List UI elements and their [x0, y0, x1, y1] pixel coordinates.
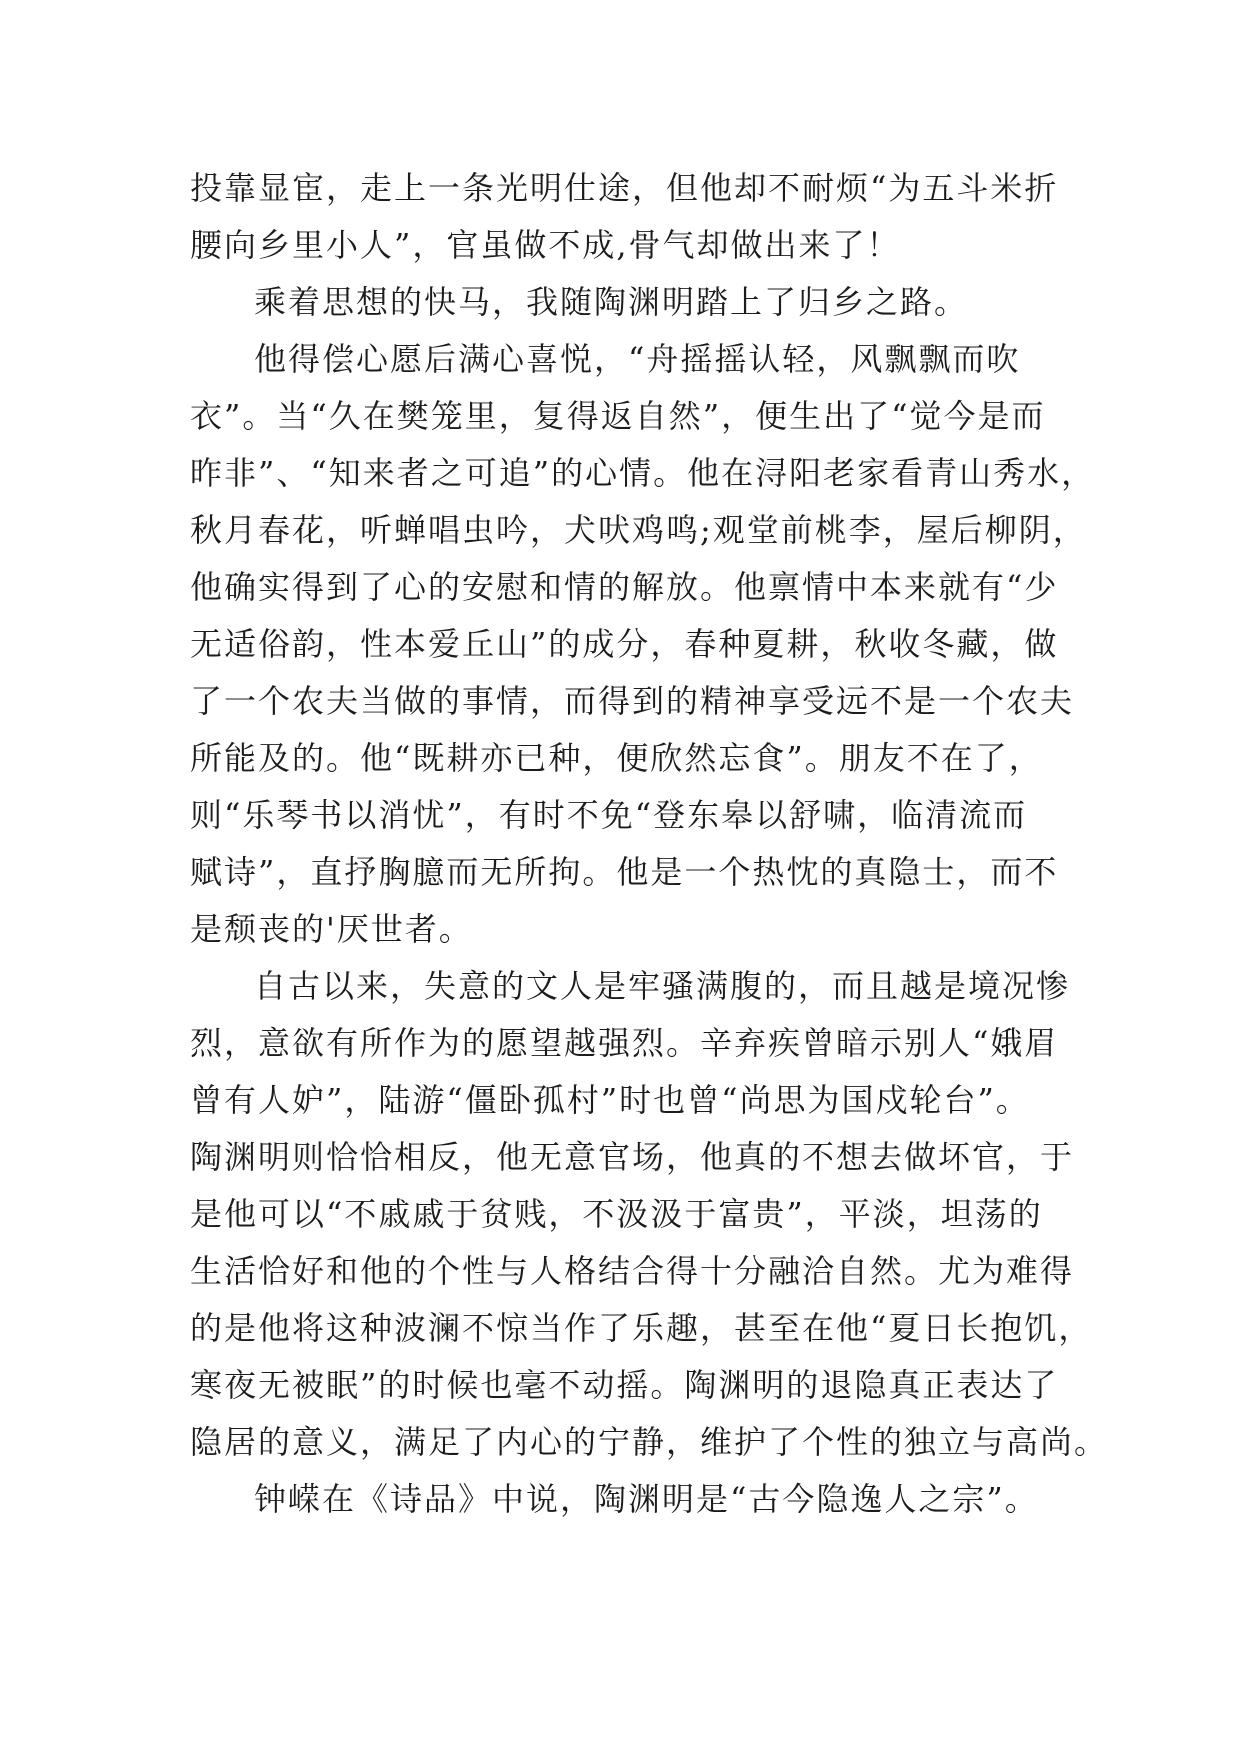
text-line: 则“乐琴书以消忧”，有时不免“登东皋以舒啸，临清流而	[190, 796, 1028, 834]
text-line: 了一个农夫当做的事情，而得到的精神享受远不是一个农夫	[190, 682, 1075, 720]
paragraph-start-line: 自古以来，失意的文人是牢骚满腹的，而且越是境况惨	[254, 967, 1071, 1005]
text-line: 生活恰好和他的个性与人格结合得十分融洽自然。尤为难得	[190, 1252, 1075, 1290]
text-line: 的是他将这种波澜不惊当作了乐趣，甚至在他“夏日长抱饥，	[190, 1309, 1093, 1347]
text-line: 是他可以“不戚戚于贫贱，不汲汲于富贵”，平淡，坦荡的	[190, 1195, 1043, 1233]
paragraph-start-line: 乘着思想的快马，我随陶渊明踏上了归乡之路。	[254, 283, 969, 321]
body-text	[190, 160, 1109, 1528]
text-line: 无适俗韵，性本爱丘山”的成分，春种夏耕，秋收冬藏，做	[190, 625, 1059, 663]
text-line: 曾有人妒”，陆游“僵卧孤村”时也曾“尚思为国戍轮台”。	[190, 1081, 1030, 1119]
text-line: 昨非”、“知来者之可追”的心情。他在浔阳老家看青山秀水，	[190, 454, 1096, 492]
text-line: 隐居的意义，满足了内心的宁静，维护了个性的独立与高尚。	[190, 1423, 1109, 1461]
text-line: 腰向乡里小人”，官虽做不成,骨气却做出来了！	[190, 226, 901, 264]
text-line: 投靠显宦，走上一条光明仕途，但他却不耐烦“为五斗米折	[190, 169, 1059, 207]
paragraph-start-line: 他得偿心愿后满心喜悦，“舟摇摇认轻，风飘飘而吹	[254, 340, 1021, 378]
text-line: 他确实得到了心的安慰和情的解放。他禀情中本来就有“少	[190, 568, 1059, 606]
text-line: 赋诗”，直抒胸臆而无所拘。他是一个热忱的真隐士，而不	[190, 853, 1059, 891]
text-line: 烈，意欲有所作为的愿望越强烈。辛弃疾曾暗示别人“娥眉	[190, 1024, 1059, 1062]
text-line: 是颓丧的'厌世者。	[190, 910, 473, 948]
paragraph-start-line: 钟嵘在《诗品》中说，陶渊明是“古今隐逸人之宗”。	[254, 1480, 1039, 1518]
text-line: 陶渊明则恰恰相反，他无意官场，他真的不想去做坏官，于	[190, 1138, 1075, 1176]
text-line: 所能及的。他“既耕亦已种，便欣然忘食”。朋友不在了，	[190, 739, 1043, 777]
text-line: 秋月春花，听蝉唱虫吟，犬吠鸡鸣;观堂前桃李，屋后柳阴，	[190, 511, 1087, 549]
text-line: 衣”。当“久在樊笼里，复得返自然”，便生出了“觉今是而	[190, 397, 1046, 435]
text-line: 寒夜无被眠”的时候也毫不动摇。陶渊明的退隐真正表达了	[190, 1366, 1059, 1404]
